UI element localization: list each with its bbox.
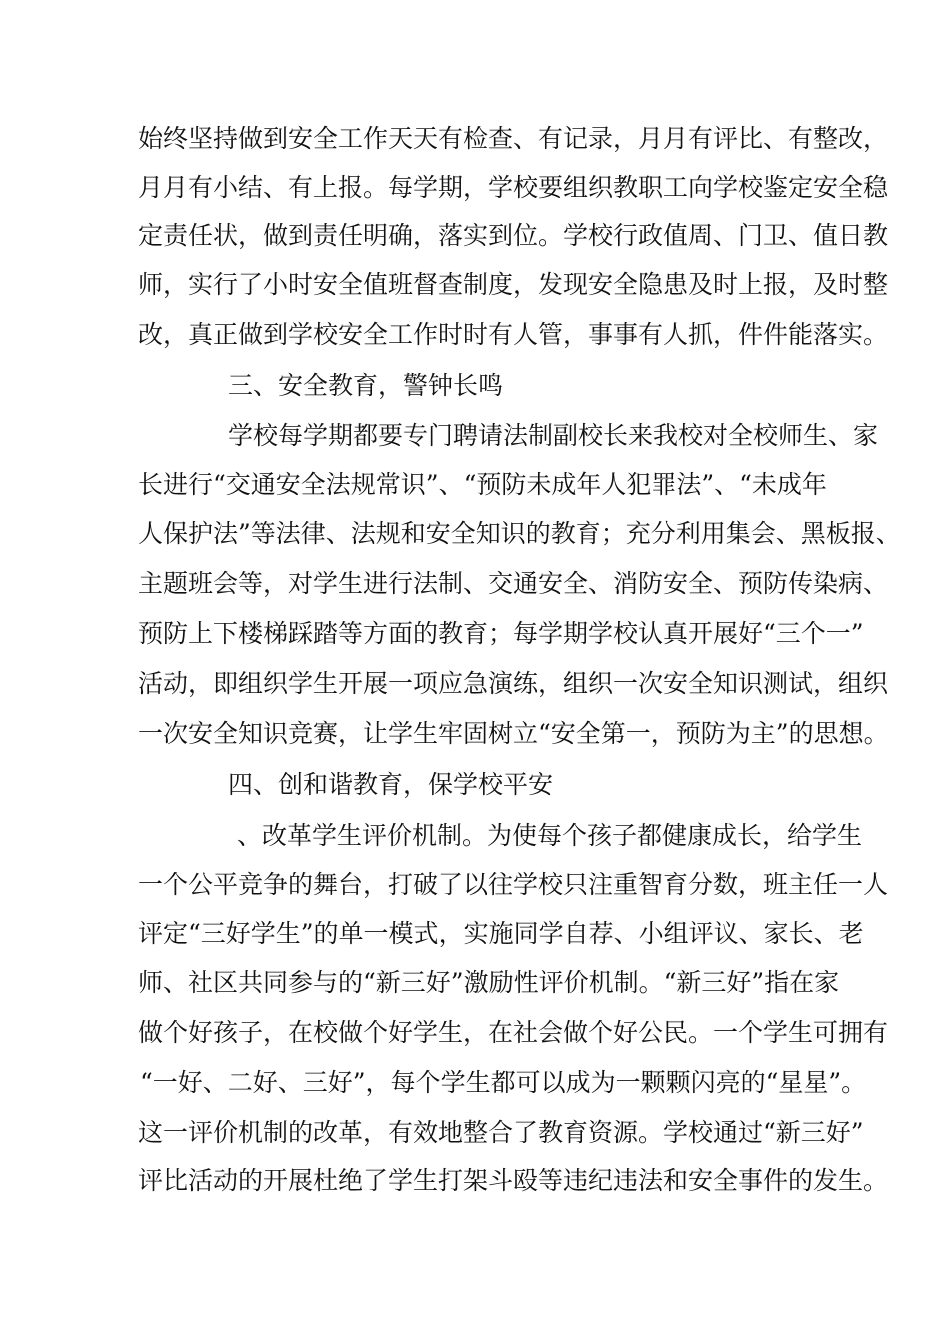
paragraph-line: 评比活动的开展杜绝了学生打架斗殴等违纪违法和安全事件的发生。 [138, 1166, 889, 1195]
paragraph-line: 始终坚持做到安全工作天天有检查、有记录，月月有评比、有整改， [138, 124, 889, 153]
paragraph-line: 人保护法”等法律、法规和安全知识的教育；充分利用集会、黑板报、 [138, 519, 901, 548]
paragraph-line: 主题班会等，对学生进行法制、交通安全、消防安全、预防传染病、 [138, 569, 889, 598]
paragraph-line: 这一评价机制的改革，有效地整合了教育资源。学校通过“新三好” [138, 1118, 864, 1147]
paragraph-line: 师，实行了小时安全值班督查制度，发现安全隐患及时上报，及时整 [138, 270, 889, 299]
paragraph-line: 、改革学生评价机制。为使每个孩子都健康成长，给学生 [237, 821, 863, 850]
paragraph-line: “一好、二好、三好”，每个学生都可以成为一颗颗闪亮的“星星”。 [140, 1068, 867, 1097]
paragraph-line: 评定“三好学生”的单一模式，实施同学自荐、小组评议、家长、老 [138, 919, 864, 948]
paragraph-line: 月月有小结、有上报。每学期，学校要组织教职工向学校鉴定安全稳 [138, 173, 889, 202]
paragraph-line: 一次安全知识竞赛，让学生牢固树立“安全第一，预防为主”的思想。 [138, 719, 889, 748]
paragraph-line: 做个好孩子，在校做个好学生，在社会做个好公民。一个学生可拥有 [138, 1018, 889, 1047]
paragraph-line: 预防上下楼梯踩踏等方面的教育；每学期学校认真开展好“三个一” [138, 619, 864, 648]
paragraph-line: 定责任状，做到责任明确，落实到位。学校行政值周、门卫、值日教 [138, 221, 889, 250]
paragraph-line: 一个公平竞争的舞台，打破了以往学校只注重智育分数，班主任一人 [138, 870, 889, 899]
paragraph-line: 活动，即组织学生开展一项应急演练，组织一次安全知识测试，组织 [138, 669, 889, 698]
paragraph-line: 师、社区共同参与的“新三好”激励性评价机制。“新三好”指在家 [138, 968, 840, 997]
paragraph-line: 学校每学期都要专门聘请法制副校长来我校对全校师生、家 [228, 421, 879, 450]
section-heading: 三、安全教育，警钟长鸣 [228, 371, 504, 400]
paragraph-line: 长进行“交通安全法规常识”、“预防未成年人犯罪法”、“未成年 [138, 470, 827, 499]
section-heading: 四、创和谐教育，保学校平安 [228, 770, 554, 799]
paragraph-line: 改，真正做到学校安全工作时时有人管，事事有人抓，件件能落实。 [138, 320, 889, 349]
